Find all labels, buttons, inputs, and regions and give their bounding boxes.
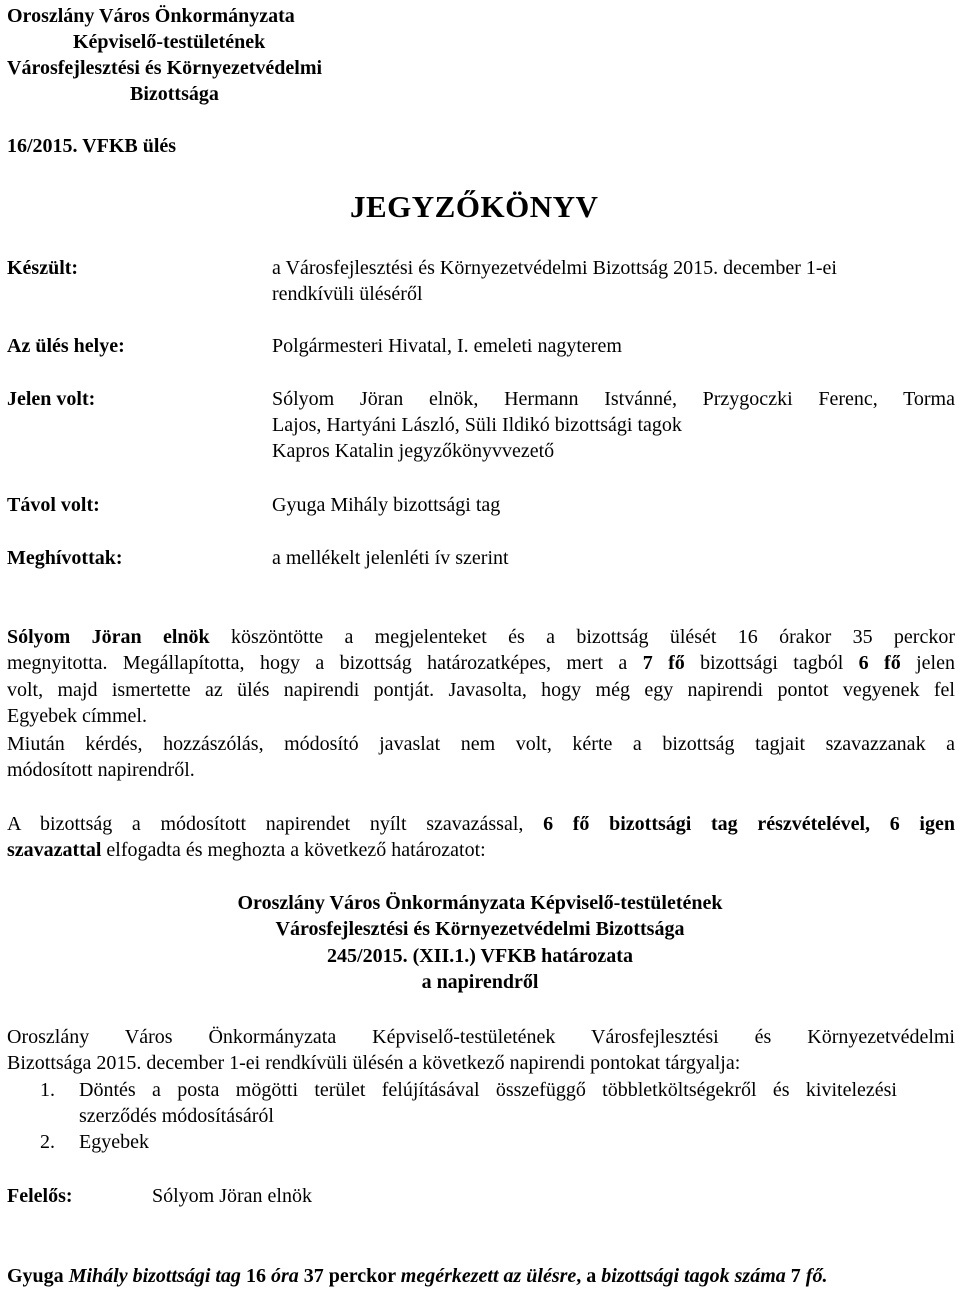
keszult-value-1: a Városfejlesztési és Környezetvédelmi Bizottság 2015. december 1-ei — [272, 257, 837, 279]
tavol-value: Gyuga Mihály bizottsági tag — [272, 494, 501, 516]
agenda-item-2-number: 2. — [40, 1131, 55, 1153]
agenda-item-1-text-2: szerződés módosításáról — [79, 1105, 274, 1127]
para1-line-3: volt, majd ismertette az ülés napirendi pontját. Javasolta, hogy még egy napirendi pontot vegyenek fel — [7, 679, 955, 701]
jelen-label: Jelen volt: — [7, 388, 96, 410]
resolution-heading-3: 245/2015. (XII.1.) VFKB határozata — [327, 945, 633, 967]
tavol-label: Távol volt: — [7, 494, 100, 516]
para2-line-1: A bizottság a módosított napirendet nyílt szavazással, 6 fő bizottsági tag részvételével, 6 igen — [7, 813, 955, 835]
document-title: JEGYZŐKÖNYV — [350, 189, 599, 224]
meghivottak-value: a mellékelt jelenléti ív szerint — [272, 547, 509, 569]
agenda-item-1-number: 1. — [40, 1079, 55, 1101]
helye-label: Az ülés helye: — [7, 335, 125, 357]
felelos-value: Sólyom Jöran elnök — [152, 1185, 312, 1207]
header-line-4: Bizottsága — [130, 83, 219, 105]
header-line-1: Oroszlány Város Önkormányzata — [7, 5, 295, 27]
keszult-label: Készült: — [7, 257, 79, 279]
jelen-value-3: Kapros Katalin jegyzőkönyvvezető — [272, 440, 555, 462]
resolution-body-2: Bizottsága 2015. december 1-ei rendkívüli ülésén a következő napirendi pontokat tárgyalja: — [7, 1052, 741, 1074]
resolution-heading-4: a napirendről — [421, 971, 539, 993]
para1-line-6: módosított napirendről. — [7, 759, 195, 781]
resolution-heading-1: Oroszlány Város Önkormányzata Képviselő-testületének — [237, 892, 723, 914]
jelen-value-1: Sólyom Jöran elnök, Hermann Istvánné, Przygoczki Ferenc, Torma — [272, 388, 955, 410]
helye-value: Polgármesteri Hivatal, I. emeleti nagyterem — [272, 335, 622, 357]
para1-line-2: megnyitotta. Megállapította, hogy a bizottság határozatképes, mert a 7 fő bizottsági tagból 6 fő jelen — [7, 652, 955, 674]
session-number: 16/2015. VFKB ülés — [7, 135, 177, 157]
para1-line-1: Sólyom Jöran elnök köszöntötte a megjelenteket és a bizottság ülését 16 órakor 35 perckor — [7, 626, 955, 648]
header-line-3: Városfejlesztési és Környezetvédelmi — [7, 57, 323, 79]
jelen-value-2: Lajos, Hartyáni László, Süli Ildikó bizottsági tagok — [272, 414, 682, 436]
keszult-value-2: rendkívüli üléséről — [272, 283, 423, 305]
header-line-2: Képviselő-testületének — [73, 31, 266, 53]
felelos-label: Felelős: — [7, 1185, 73, 1207]
agenda-item-1-text-1: Döntés a posta mögötti terület felújításával összefüggő többletköltségekről és kivitelezési — [79, 1079, 897, 1101]
resolution-heading-2: Városfejlesztési és Környezetvédelmi Bizottsága — [275, 918, 685, 940]
para2-line-2: szavazattal elfogadta és meghozta a következő határozatot: — [7, 839, 486, 861]
para1-line-4: Egyebek címmel. — [7, 705, 147, 727]
agenda-item-2-text: Egyebek — [79, 1131, 149, 1153]
resolution-body-1: Oroszlány Város Önkormányzata Képviselő-testületének Városfejlesztési és Környezetvédelmi — [7, 1026, 955, 1048]
footer-arrival-note: Gyuga Mihály bizottsági tag 16 óra 37 perckor megérkezett az ülésre, a bizottsági tagok száma 7 fő. — [7, 1265, 828, 1287]
para1-line-5: Miután kérdés, hozzászólás, módosító javaslat nem volt, kérte a bizottság tagjait szavazzanak a — [7, 733, 955, 755]
meghivottak-label: Meghívottak: — [7, 547, 123, 569]
